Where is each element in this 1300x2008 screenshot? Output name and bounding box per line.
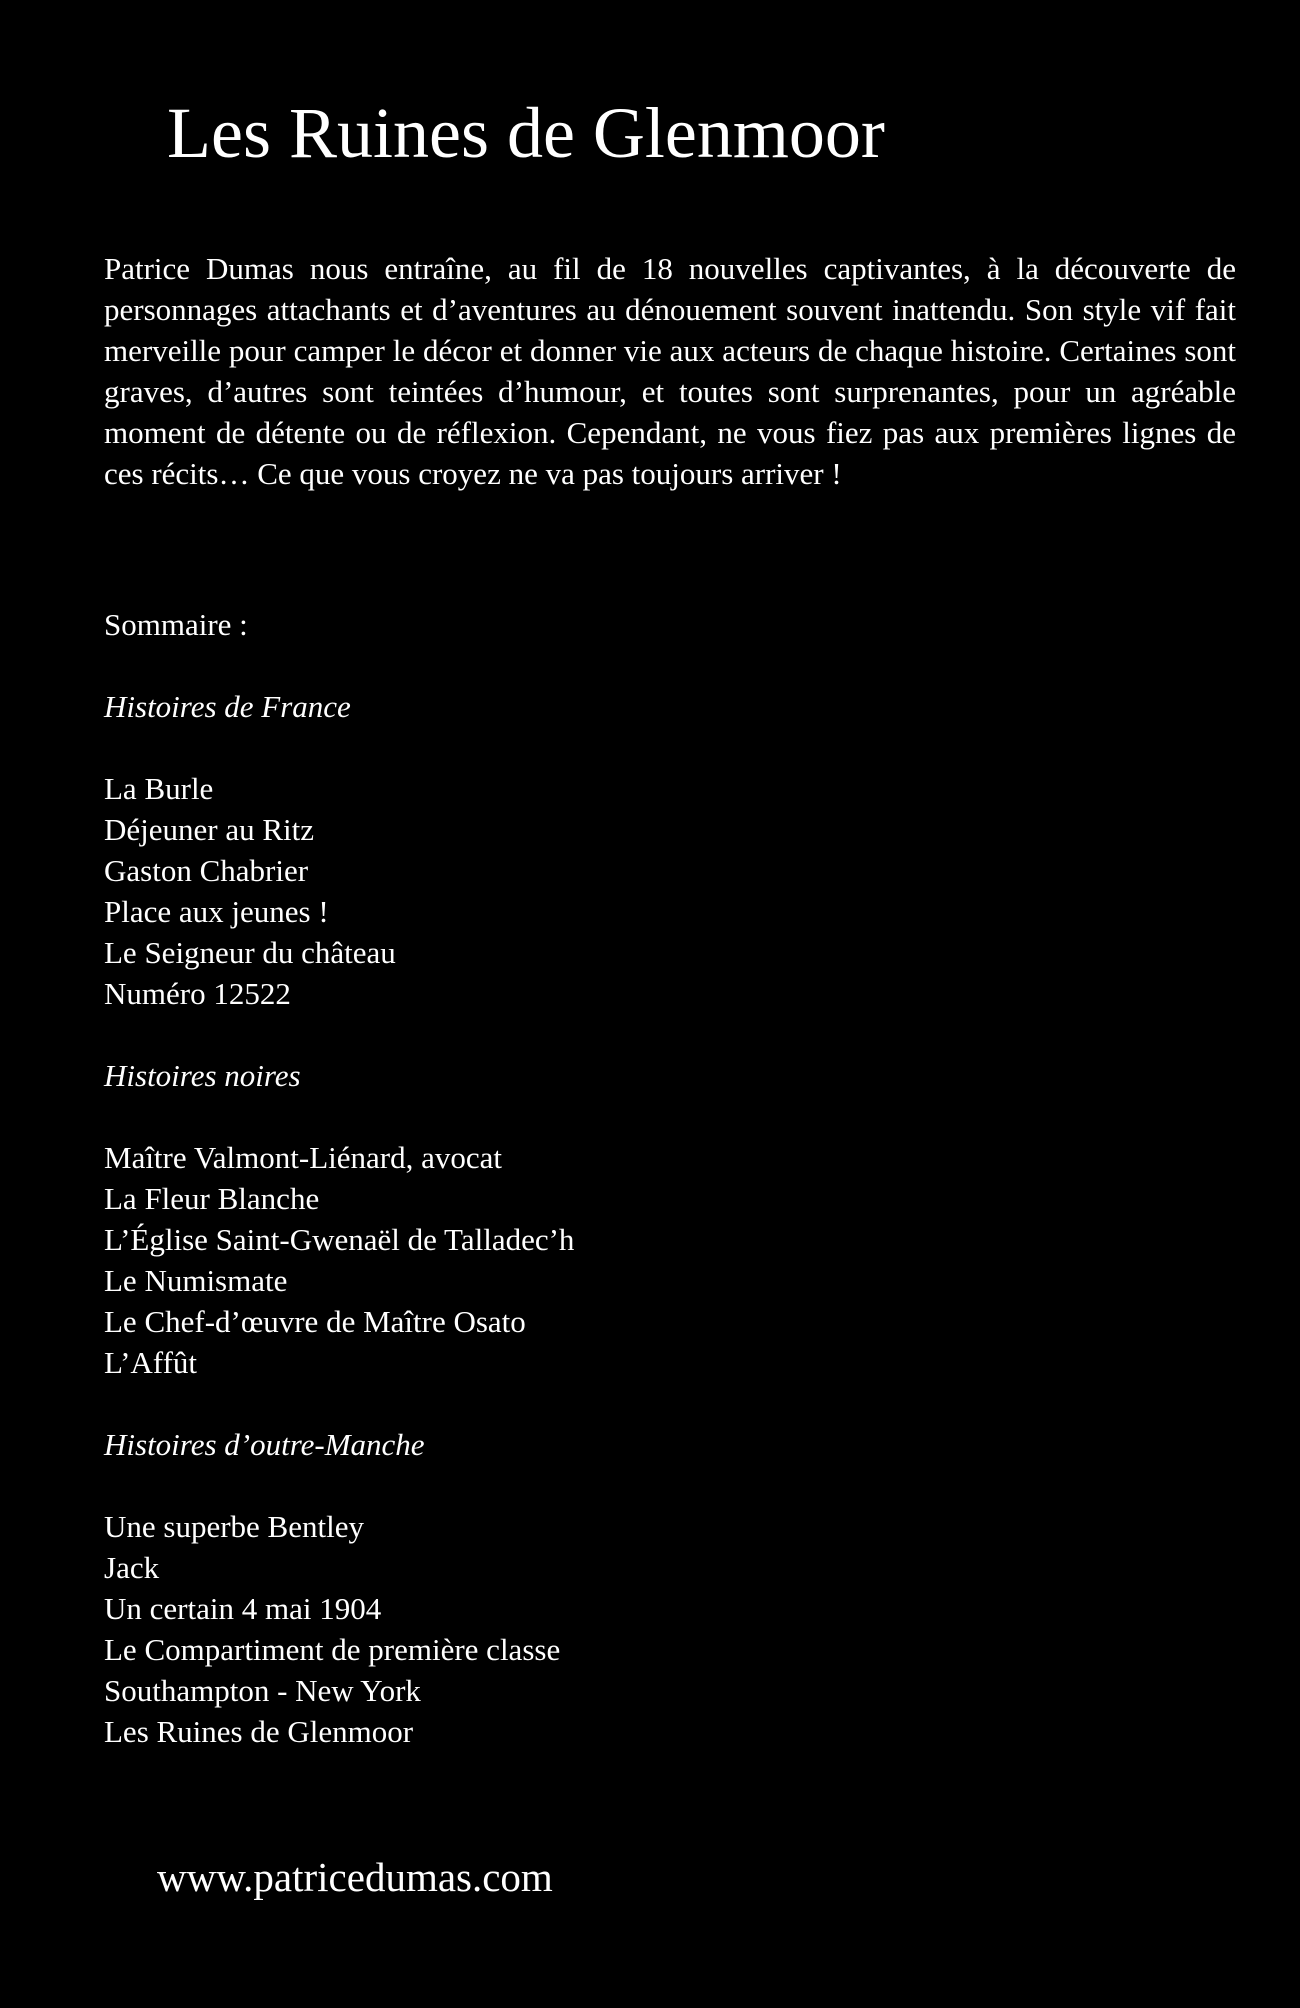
table-of-contents <box>104 604 1104 1752</box>
story-item: Un certain 4 mai 1904 <box>104 1591 382 1626</box>
story-item: Une superbe Bentley <box>104 1509 364 1544</box>
story-list <box>104 1137 1104 1383</box>
section-title: Histoires d’outre-Manche <box>104 1427 425 1462</box>
story-item: Déjeuner au Ritz <box>104 812 315 847</box>
story-item: Le Seigneur du château <box>104 935 396 970</box>
story-item: Le Chef-d’œuvre de Maître Osato <box>104 1304 526 1339</box>
spacer <box>104 1465 1104 1506</box>
website-url: www.patricedumas.com <box>157 1854 553 1900</box>
story-item: Place aux jeunes ! <box>104 894 329 929</box>
story-item: Le Compartiment de première classe <box>104 1632 561 1667</box>
toc-section-noires <box>104 1055 1104 1424</box>
story-item: La Burle <box>104 771 214 806</box>
story-item: Maître Valmont-Liénard, avocat <box>104 1140 502 1175</box>
story-item: Jack <box>104 1550 160 1585</box>
story-item: L’Affût <box>104 1345 197 1380</box>
spacer <box>104 645 1104 686</box>
spacer <box>104 1096 1104 1137</box>
book-title: Les Ruines de Glenmoor <box>167 93 885 173</box>
toc-heading: Sommaire : <box>104 607 248 642</box>
toc-section-france <box>104 686 1104 1055</box>
spacer <box>104 1014 1104 1055</box>
section-title: Histoires de France <box>104 689 351 724</box>
story-list <box>104 768 1104 1014</box>
story-item: Gaston Chabrier <box>104 853 309 888</box>
book-blurb: Patrice Dumas nous entraîne, au fil de 18 nouvelles captivantes, à la découverte de personnages attachants et d’aventures au dénouement souvent inattendu. Son style vif fait merveille pour camper le décor et donner vie aux acteurs de chaque histoire. Certaines sont graves, d’autres sont teintées d’humour, et toutes sont surprenantes, pour un agréable moment de détente ou de réflexion. Cependant, ne vous fiez pas aux premières lignes de ces récits… Ce que vous croyez ne va pas toujours arriver ! <box>104 251 1236 491</box>
spacer <box>104 727 1104 768</box>
story-item: La Fleur Blanche <box>104 1181 320 1216</box>
story-item: Le Numismate <box>104 1263 288 1298</box>
story-list <box>104 1506 1104 1752</box>
section-title: Histoires noires <box>104 1058 301 1093</box>
toc-section-outre-manche <box>104 1424 1104 1752</box>
story-item: Numéro 12522 <box>104 976 291 1011</box>
story-item: Les Ruines de Glenmoor <box>104 1714 414 1749</box>
story-item: L’Église Saint-Gwenaël de Talladec’h <box>104 1222 575 1257</box>
story-item: Southampton - New York <box>104 1673 421 1708</box>
spacer <box>104 1383 1104 1424</box>
